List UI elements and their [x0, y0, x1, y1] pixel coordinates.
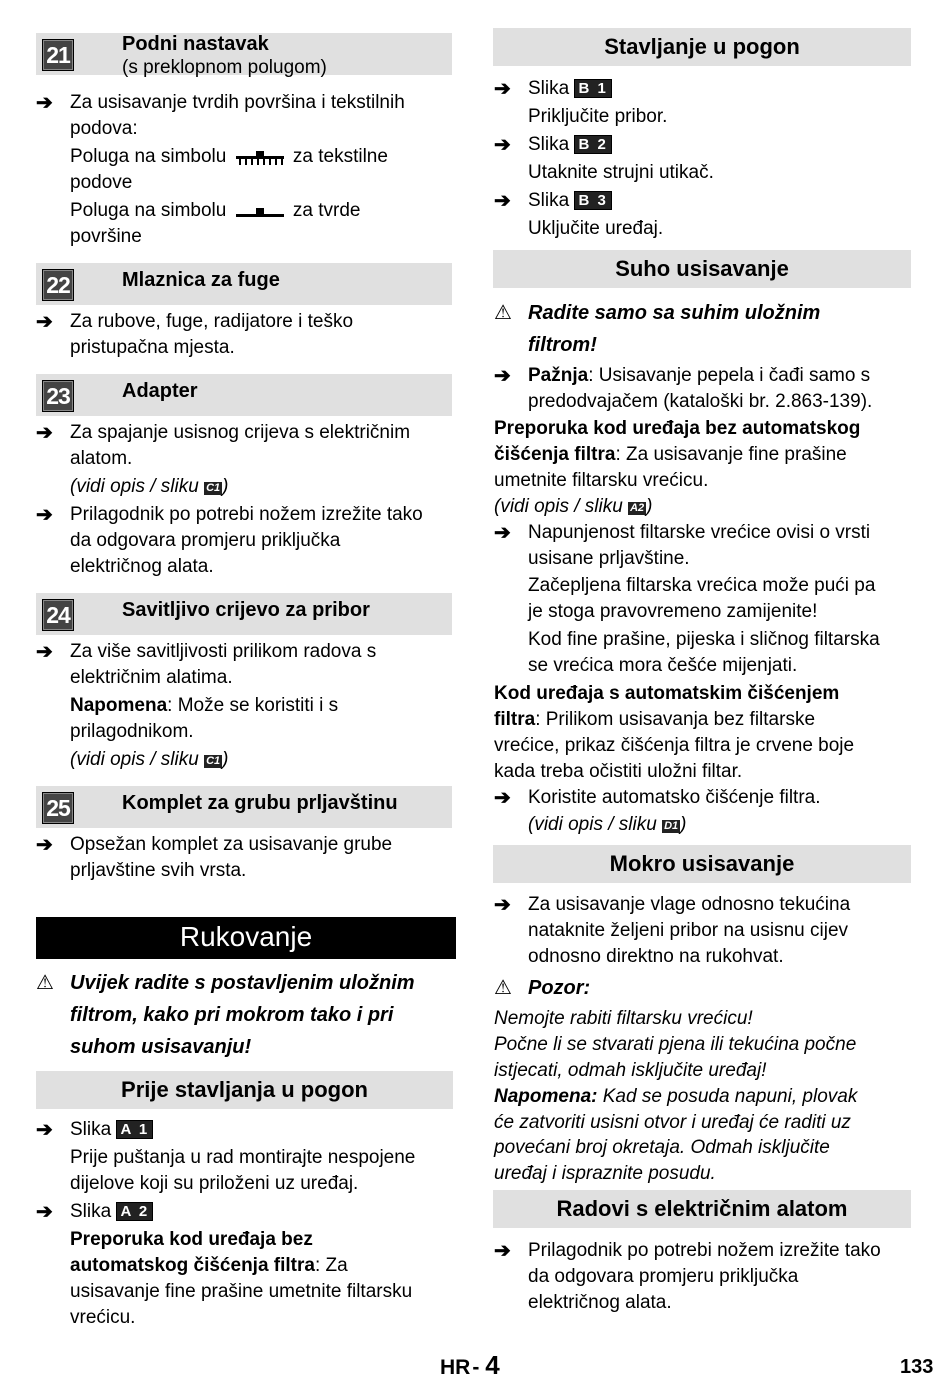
- section-header: [36, 786, 452, 828]
- text-line: podove: [70, 172, 133, 193]
- arrow-right-icon: ➔: [494, 787, 511, 809]
- section-number: 23: [42, 380, 74, 412]
- section-title: Mokro usisavanje: [493, 845, 911, 883]
- section-title: Suho usisavanje: [493, 250, 911, 288]
- text-line: Za više savitljivosti prilikom radova s: [70, 641, 377, 662]
- warning-text: Pozor:: [528, 977, 591, 999]
- page-number: 4: [485, 1350, 500, 1380]
- figure-badge: A 2: [116, 1202, 153, 1221]
- text-line: usisane prljavštine.: [528, 548, 690, 569]
- text-span: automatskog čišćenja filtra: [70, 1255, 315, 1276]
- arrow-right-icon: ➔: [36, 641, 53, 663]
- text-line: [528, 363, 870, 389]
- warning-triangle-icon: ⚠: [494, 302, 512, 324]
- arrow-right-icon: ➔: [494, 190, 511, 212]
- text-line: uređaj i ispraznite posudu.: [494, 1163, 716, 1184]
- text-span: Poluga na simbolu: [70, 200, 227, 221]
- arrow-right-icon: ➔: [494, 78, 511, 100]
- section-title: Savitljivo crijevo za pribor: [122, 599, 370, 621]
- text-line: se vrećica mora češće mijenjati.: [528, 655, 798, 676]
- arrow-right-icon: ➔: [36, 834, 53, 856]
- text-span: : Za: [314, 1255, 348, 1276]
- text-span: Slika: [528, 134, 570, 155]
- text-line: Prije puštanja u rad montirajte nespojene: [70, 1147, 416, 1168]
- text-line: [70, 1199, 153, 1225]
- text-line: Utaknite strujni utikač.: [528, 162, 714, 183]
- arrow-right-icon: ➔: [36, 92, 53, 114]
- text-span: (vidi opis / sliku: [70, 476, 199, 497]
- text-span: : Usisavanje pepela i čađi samo s: [588, 365, 871, 386]
- text-line: Za spajanje usisnog crijeva s električnim: [70, 422, 411, 443]
- text-span: -: [472, 1356, 480, 1379]
- text-span: (vidi opis / sliku: [494, 496, 623, 517]
- text-line: Koristite automatsko čišćenje filtra.: [528, 787, 821, 808]
- hard-floor-symbol-icon: [236, 203, 284, 219]
- arrow-right-icon: ➔: [494, 134, 511, 156]
- figure-reference: [70, 474, 229, 500]
- arrow-right-icon: ➔: [36, 1119, 53, 1141]
- section-title: Komplet za grubu prljavštinu: [122, 792, 398, 814]
- warning-text: filtrom, kako pri mokrom tako i pri: [70, 1004, 394, 1026]
- text-line: nataknite željeni pribor na usisnu cijev: [528, 920, 849, 941]
- figure-reference: [494, 494, 653, 520]
- section-header: [36, 593, 452, 635]
- figure-badge: A 1: [116, 1120, 153, 1139]
- text-line: Nemojte rabiti filtarsku vrećicu!: [494, 1008, 753, 1029]
- arrow-right-icon: ➔: [36, 311, 53, 333]
- text-line: Kod fine prašine, pijeska i sličnog filtarska: [528, 629, 880, 650]
- text-line: [528, 132, 612, 158]
- text-line: električnog alata.: [528, 1292, 672, 1313]
- text-line: povećani broj okretaja. Odmah isključite: [494, 1137, 830, 1158]
- text-line: [70, 144, 388, 170]
- text-span: (vidi opis / sliku: [528, 814, 657, 835]
- text-line: Opsežan komplet za usisavanje grube: [70, 834, 393, 855]
- arrow-right-icon: ➔: [36, 504, 53, 526]
- section-title: Prije stavljanja u pogon: [36, 1071, 453, 1109]
- text-line: Preporuka kod uređaja bez: [70, 1229, 313, 1250]
- text-span: za tekstilne: [292, 146, 388, 167]
- text-line: [70, 198, 360, 224]
- section-number: 21: [42, 39, 74, 71]
- text-line: usisavanje fine prašine umetnite filtarsku: [70, 1281, 413, 1302]
- warning-text: Radite samo sa suhim uložnim: [528, 302, 821, 324]
- text-line: [494, 1084, 857, 1110]
- figure-badge: D1: [664, 820, 679, 832]
- text-span: : Može se koristiti i s: [167, 695, 339, 716]
- text-line: Začepljena filtarska vrećica može pući pa: [528, 575, 876, 596]
- warning-text: suhom usisavanju!: [70, 1036, 252, 1058]
- text-line: [528, 76, 612, 102]
- text-span: filtra: [494, 709, 536, 730]
- arrow-right-icon: ➔: [494, 894, 511, 916]
- section-title: Mlaznica za fuge: [122, 269, 280, 291]
- figure-badge: C1: [206, 482, 221, 494]
- text-line: da odgovara promjeru priključka: [528, 1266, 799, 1287]
- text-line: prilagodnikom.: [70, 721, 194, 742]
- text-span: Pažnja: [528, 365, 589, 386]
- figure-badge: C1: [206, 755, 221, 767]
- figure-badge: B 1: [574, 79, 611, 98]
- warning-triangle-icon: ⚠: [494, 977, 512, 999]
- text-span: : Prilikom usisavanja bez filtarske: [535, 709, 816, 730]
- figure-reference: [70, 747, 229, 773]
- text-line: Kod uređaja s automatskim čišćenjem: [494, 683, 840, 704]
- figure-badge: A2: [630, 502, 645, 514]
- text-span: Napomena: [70, 695, 168, 716]
- text-line: će zatvoriti usisni otvor i uređaj će raditi uz: [494, 1112, 851, 1133]
- section-number: 25: [42, 792, 74, 824]
- text-span: Slika: [70, 1119, 112, 1140]
- page-footer-label: [440, 1352, 500, 1381]
- text-span: ): [646, 496, 653, 517]
- text-line: električnim alatima.: [70, 667, 233, 688]
- text-line: predodvajačem (kataloški br. 2.863-139).: [528, 391, 873, 412]
- text-line: Prilagodnik po potrebi nožem izrežite tako: [528, 1240, 881, 1261]
- section-title: Podni nastavak: [122, 33, 269, 55]
- arrow-right-icon: ➔: [36, 1201, 53, 1223]
- text-line: [494, 442, 847, 468]
- text-line: kada treba očistiti uložni filtar.: [494, 761, 743, 782]
- text-line: dijelove koji su priloženi uz uređaj.: [70, 1173, 359, 1194]
- text-line: istjecati, odmah isključite uređaj!: [494, 1060, 767, 1081]
- text-span: : Za usisavanje fine prašine: [615, 444, 847, 465]
- text-line: električnog alata.: [70, 556, 214, 577]
- section-number: 24: [42, 599, 74, 631]
- text-span: ): [680, 814, 687, 835]
- text-line: da odgovara promjeru priključka: [70, 530, 341, 551]
- text-line: prljavštine svih vrsta.: [70, 860, 247, 881]
- text-span: Kad se posuda napuni, plovak: [597, 1086, 858, 1107]
- section-number: 22: [42, 269, 74, 301]
- text-span: za tvrde: [292, 200, 361, 221]
- text-line: [70, 1253, 348, 1279]
- text-line: vrećice, prikaz čišćenja filtra je crvene boje: [494, 735, 855, 756]
- section-subtitle: (s preklopnom polugom): [122, 57, 327, 78]
- text-line: pristupačna mjesta.: [70, 337, 235, 358]
- text-line: Priključite pribor.: [528, 106, 668, 127]
- text-line: Preporuka kod uređaja bez automatskog: [494, 418, 861, 439]
- carpet-symbol-icon: [236, 149, 284, 165]
- text-span: Slika: [70, 1201, 112, 1222]
- section-header: [36, 33, 452, 78]
- warning-text: Uvijek radite s postavljenim uložnim: [70, 972, 415, 994]
- text-span: Slika: [528, 78, 570, 99]
- text-span: čišćenja filtra: [494, 444, 616, 465]
- section-header: [36, 374, 452, 416]
- figure-badge: B 2: [574, 135, 611, 154]
- text-line: vrećicu.: [70, 1307, 136, 1328]
- figure-reference: [528, 812, 687, 838]
- warning-triangle-icon: ⚠: [36, 972, 54, 994]
- text-line: Za usisavanje vlage odnosno tekućina: [528, 894, 851, 915]
- warning-text: filtrom!: [528, 334, 597, 356]
- text-span: ): [222, 749, 229, 770]
- chapter-title: Rukovanje: [36, 917, 456, 959]
- arrow-right-icon: ➔: [494, 365, 511, 387]
- text-span: ): [222, 476, 229, 497]
- text-span: Napomena:: [494, 1086, 598, 1107]
- text-span: Poluga na simbolu: [70, 146, 227, 167]
- text-line: odnosno direktno na rukohvat.: [528, 946, 784, 967]
- text-line: podova:: [70, 118, 138, 139]
- text-line: Za rubove, fuge, radijatore i teško: [70, 311, 354, 332]
- text-line: umetnite filtarsku vrećicu.: [494, 470, 709, 491]
- text-line: [528, 188, 612, 214]
- text-line: Uključite uređaj.: [528, 218, 664, 239]
- text-line: Za usisavanje tvrdih površina i tekstilnih: [70, 92, 405, 113]
- section-title: Radovi s električnim alatom: [493, 1190, 911, 1228]
- text-line: [70, 693, 338, 719]
- text-line: površine: [70, 226, 142, 247]
- section-header: [36, 263, 452, 305]
- text-line: je stoga pravovremeno zamijenite!: [528, 601, 818, 622]
- text-line: [494, 707, 815, 733]
- figure-badge: B 3: [574, 191, 611, 210]
- section-title: Stavljanje u pogon: [493, 28, 911, 66]
- text-line: Počne li se stvarati pjena ili tekućina počne: [494, 1034, 857, 1055]
- text-line: alatom.: [70, 448, 133, 469]
- text-line: Napunjenost filtarske vrećice ovisi o vrsti: [528, 522, 871, 543]
- language-code: HR: [440, 1356, 471, 1379]
- text-span: (vidi opis / sliku: [70, 749, 199, 770]
- arrow-right-icon: ➔: [36, 422, 53, 444]
- arrow-right-icon: ➔: [494, 1240, 511, 1262]
- arrow-right-icon: ➔: [494, 522, 511, 544]
- text-span: Slika: [528, 190, 570, 211]
- text-line: Prilagodnik po potrebi nožem izrežite tako: [70, 504, 423, 525]
- text-line: [70, 1117, 153, 1143]
- total-page-number: 133: [900, 1356, 934, 1378]
- section-title: Adapter: [122, 380, 198, 402]
